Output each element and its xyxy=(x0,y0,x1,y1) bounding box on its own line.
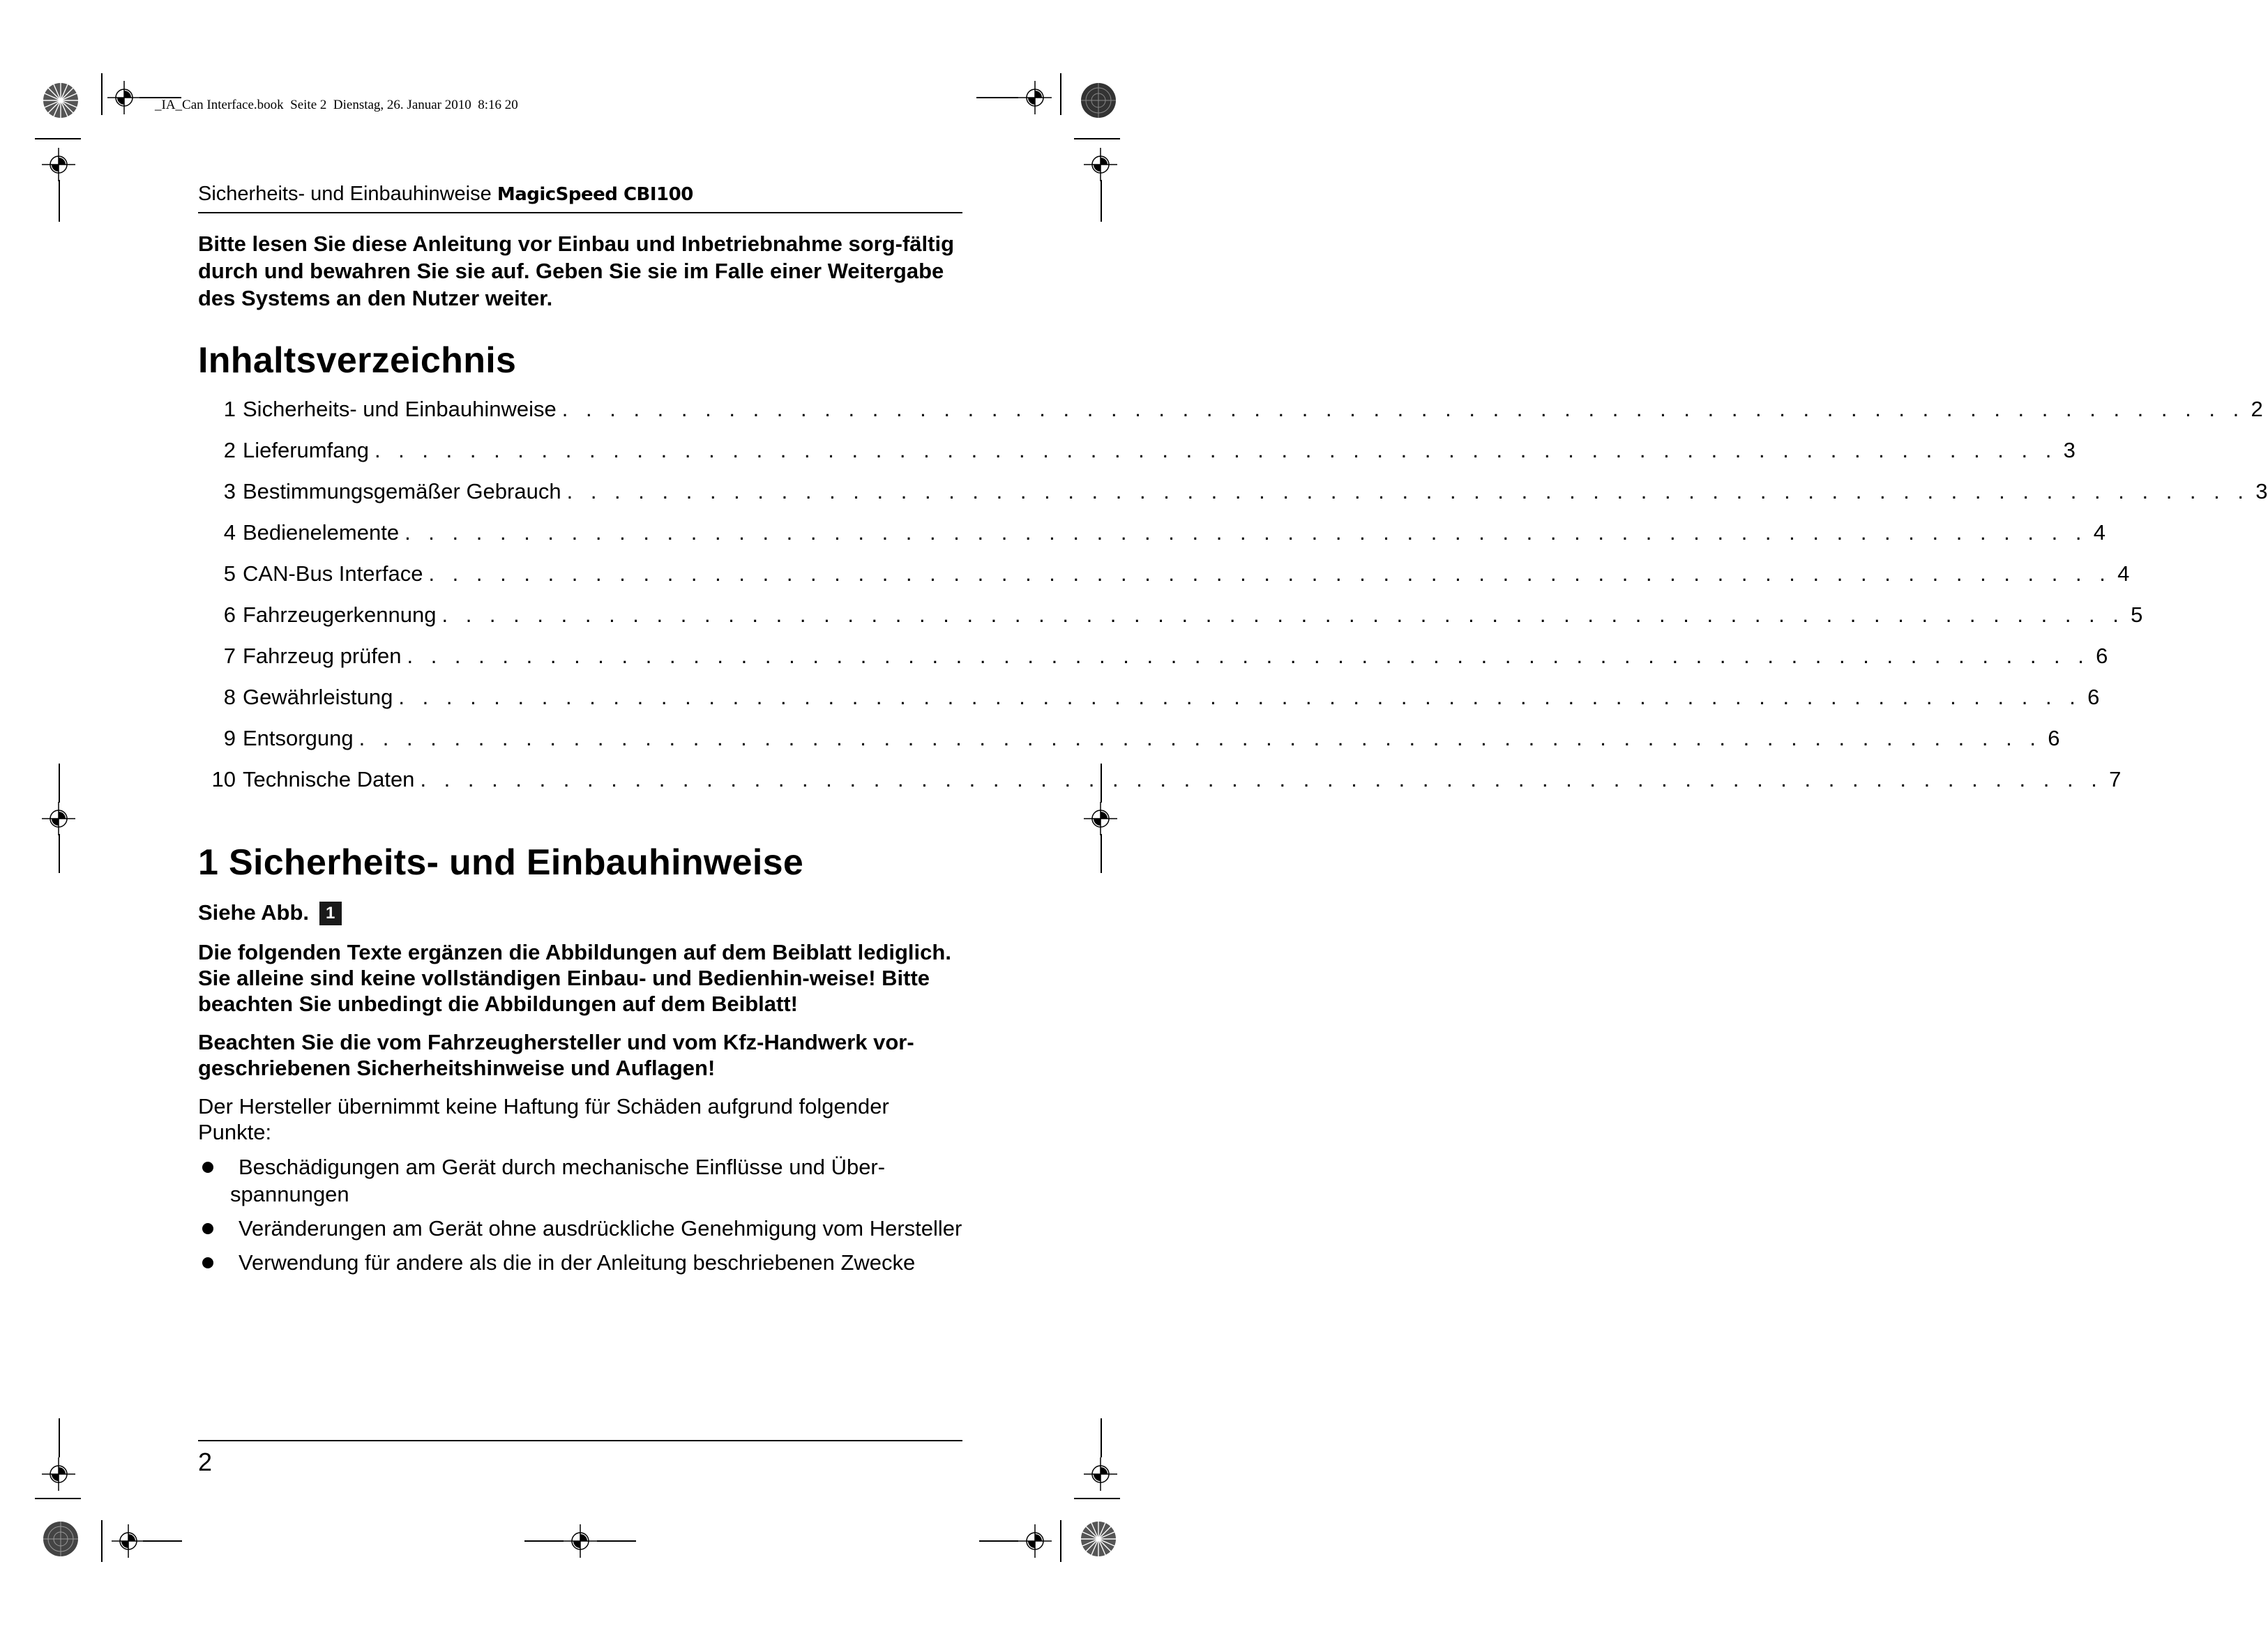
bullet-text: Veränderungen am Gerät ohne ausdrückliche Genehmigung vom Hersteller xyxy=(239,1216,962,1241)
list-item xyxy=(198,1215,965,1242)
crop-line xyxy=(1074,138,1120,139)
crop-line xyxy=(1101,180,1102,222)
running-header xyxy=(198,183,962,206)
crop-line xyxy=(101,73,103,115)
toc-entry-number: 4 xyxy=(223,520,236,545)
color-rosette-top-right xyxy=(1080,82,1117,119)
list-item xyxy=(198,1249,965,1276)
header-rule xyxy=(198,212,962,213)
see-figure-text: Siehe Abb. xyxy=(198,900,310,925)
toc-entry-page: 7 xyxy=(2109,767,2122,791)
toc-entry-number: 9 xyxy=(223,726,236,750)
toc-entry-page: 4 xyxy=(2093,520,2106,545)
toc-dot-leader: . . . . . . . . . . . . . . . . . . . . . . . . . . . . . . . . . . . . . . . . . . . . . . . . . . . . . . . . . . . . . . . . . . . . . . . xyxy=(398,685,2082,709)
toc-entry-page: 3 xyxy=(2255,479,2268,503)
print-slug: _IA_Can Interface.book Seite 2 Dienstag, 26. Januar 2010 8:16 20 xyxy=(155,98,518,112)
page-content xyxy=(198,230,2268,1283)
crop-line xyxy=(143,1540,182,1542)
crop-line xyxy=(976,97,1018,98)
bold-paragraph-2: Beachten Sie die vom Fahrzeughersteller und vom Kfz-Handwerk vor-geschriebenen Sicherheitshinweise und Auflagen! xyxy=(198,1030,914,1080)
crop-line xyxy=(59,764,60,803)
toc-entry-title: Lieferumfang xyxy=(243,438,369,462)
registration-mark-icon xyxy=(107,81,141,114)
crop-line xyxy=(35,138,81,139)
page-number: 2 xyxy=(198,1448,213,1476)
crop-line xyxy=(1101,834,1102,873)
toc-entry-number: 10 xyxy=(211,767,236,791)
toc-entry-number: 6 xyxy=(223,602,236,627)
crop-line xyxy=(101,1520,103,1562)
toc-entry-number: 2 xyxy=(223,438,236,462)
toc-entry[interactable] xyxy=(198,676,2100,718)
toc-entry[interactable] xyxy=(198,718,2060,759)
intro-paragraph: Bitte lesen Sie diese Anleitung vor Einbau und Inbetriebnahme sorg-fältig durch und bewahren Sie sie auf. Geben Sie sie im Falle einer Weitergabe des Systems an den Nutzer weiter. xyxy=(198,232,955,310)
toc-entry[interactable] xyxy=(198,430,2076,471)
bold-paragraph-1: Die folgenden Texte ergänzen die Abbildungen auf dem Beiblatt lediglich. Sie alleine sind keine vollständigen Einbau- und Bedienhin-weise! Bitte beachten Sie unbedingt die Abbildungen auf dem Beiblatt! xyxy=(198,940,951,1016)
toc-dot-leader: . . . . . . . . . . . . . . . . . . . . . . . . . . . . . . . . . . . . . . . . . . . . . . . . . . . . . . . . . . . . . . . . . . . . . . . xyxy=(358,726,2042,750)
footer-rule xyxy=(198,1440,962,1441)
toc-dot-leader: . . . . . . . . . . . . . . . . . . . . . . . . . . . . . . . . . . . . . . . . . . . . . . . . . . . . . . . . . . . . . . . . . . . . . . . xyxy=(441,602,2125,627)
registration-mark-icon xyxy=(1018,1524,1052,1558)
toc-entry-number: 5 xyxy=(223,561,236,586)
crop-line xyxy=(979,1540,1018,1542)
registration-mark-icon xyxy=(1018,81,1052,114)
toc-entry[interactable] xyxy=(198,388,2263,430)
toc-entry-title: Fahrzeug prüfen xyxy=(243,644,402,668)
crop-line xyxy=(59,1418,60,1457)
toc-dot-leader: . . . . . . . . . . . . . . . . . . . . . . . . . . . . . . . . . . . . . . . . . . . . . . . . . . . . . . . . . . . . . . . . . . . . . . . xyxy=(407,644,2090,668)
crop-line xyxy=(597,1540,636,1542)
toc-heading: Inhaltsverzeichnis xyxy=(198,340,517,381)
bullet-text: Beschädigungen am Gerät durch mechanische Einflüsse und Über-spannungen xyxy=(230,1155,886,1206)
toc-entry-number: 7 xyxy=(223,644,236,668)
crop-line xyxy=(59,834,60,873)
toc-entry[interactable] xyxy=(198,759,2122,800)
toc-entry-title: Bestimmungsgemäßer Gebrauch xyxy=(243,479,561,503)
crop-line xyxy=(524,1540,564,1542)
liability-paragraph: Der Hersteller übernimmt keine Haftung für Schäden aufgrund folgender Punkte: xyxy=(198,1094,889,1144)
toc-dot-leader: . . . . . . . . . . . . . . . . . . . . . . . . . . . . . . . . . . . . . . . . . . . . . . . . . . . . . . . . . . . . . . . . . . . . . . . xyxy=(405,520,2087,545)
toc-entry-title: CAN-Bus Interface xyxy=(243,561,423,586)
color-rosette-top-left xyxy=(42,82,80,119)
toc-entry-page: 2 xyxy=(2251,397,2263,421)
toc-dot-leader: . . . . . . . . . . . . . . . . . . . . . . . . . . . . . . . . . . . . . . . . . . . . . . . . . . . . . . . . . . . . . . . . . . . . . . . xyxy=(374,438,2057,462)
toc-entry-page: 6 xyxy=(2048,726,2060,750)
toc-entry-page: 6 xyxy=(2087,685,2100,709)
liability-bullet-list xyxy=(198,1153,965,1276)
crop-line xyxy=(1101,1418,1102,1457)
registration-mark-icon xyxy=(1084,802,1117,835)
registration-mark-icon xyxy=(112,1524,145,1558)
running-header-product: MagicSpeed CBI100 xyxy=(497,184,693,205)
toc-entry-page: 4 xyxy=(2117,561,2130,586)
section-1-heading: 1 Sicherheits- und Einbauhinweise xyxy=(198,842,804,883)
toc-entry[interactable] xyxy=(198,635,2108,676)
toc-entry-page: 5 xyxy=(2131,602,2143,627)
crop-line xyxy=(1060,73,1061,115)
crop-line xyxy=(35,1498,81,1499)
toc-dot-leader: . . . . . . . . . . . . . . . . . . . . . . . . . . . . . . . . . . . . . . . . . . . . . . . . . . . . . . . . . . . . . . . . . . . . . . . xyxy=(428,561,2112,586)
registration-mark-icon xyxy=(564,1524,597,1558)
registration-mark-icon xyxy=(42,1457,75,1491)
registration-mark-icon xyxy=(1084,1457,1117,1491)
table-of-contents xyxy=(198,388,2268,800)
toc-entry-page: 6 xyxy=(2096,644,2108,668)
figure-number-badge: 1 xyxy=(319,902,342,925)
crop-line xyxy=(1060,1520,1061,1562)
toc-entry-title: Bedienelemente xyxy=(243,520,400,545)
bullet-dot-icon xyxy=(202,1162,213,1173)
toc-entry-number: 3 xyxy=(223,479,236,503)
color-rosette-bottom-left xyxy=(42,1520,80,1558)
toc-entry[interactable] xyxy=(198,594,2143,635)
registration-mark-icon xyxy=(42,148,75,181)
toc-entry[interactable] xyxy=(198,553,2130,594)
toc-entry-number: 1 xyxy=(223,397,236,421)
see-figure-reference xyxy=(198,899,965,927)
color-rosette-bottom-right xyxy=(1080,1520,1117,1558)
crop-line xyxy=(1074,1498,1120,1499)
toc-entry[interactable] xyxy=(198,471,2268,512)
toc-entry-title: Gewährleistung xyxy=(243,685,393,709)
toc-entry-number: 8 xyxy=(223,685,236,709)
list-item xyxy=(198,1153,965,1208)
toc-dot-leader: . . . . . . . . . . . . . . . . . . . . . . . . . . . . . . . . . . . . . . . . . . . . . . . . . . . . . . . . . . . . . . . . . . . . . . . xyxy=(566,479,2250,503)
bullet-dot-icon xyxy=(202,1257,213,1268)
toc-entry-title: Fahrzeugerkennung xyxy=(243,602,437,627)
toc-entry-title: Sicherheits- und Einbauhinweise xyxy=(243,397,557,421)
toc-entry-title: Technische Daten xyxy=(243,767,415,791)
running-header-title: Sicherheits- und Einbauhinweise xyxy=(198,183,492,205)
bullet-dot-icon xyxy=(202,1223,213,1234)
crop-line xyxy=(59,180,60,222)
registration-mark-icon xyxy=(1084,148,1117,181)
bullet-text: Verwendung für andere als die in der Anleitung beschriebenen Zwecke xyxy=(239,1250,916,1275)
toc-entry-page: 3 xyxy=(2063,438,2076,462)
toc-entry[interactable] xyxy=(198,512,2106,553)
toc-dot-leader: . . . . . . . . . . . . . . . . . . . . . . . . . . . . . . . . . . . . . . . . . . . . . . . . . . . . . . . . . . . . . . . . . . . . . . . xyxy=(420,767,2103,791)
toc-entry-title: Entsorgung xyxy=(243,726,354,750)
registration-mark-icon xyxy=(42,802,75,835)
toc-dot-leader: . . . . . . . . . . . . . . . . . . . . . . . . . . . . . . . . . . . . . . . . . . . . . . . . . . . . . . . . . . . . . . . . . . . . . . . xyxy=(561,397,2245,421)
